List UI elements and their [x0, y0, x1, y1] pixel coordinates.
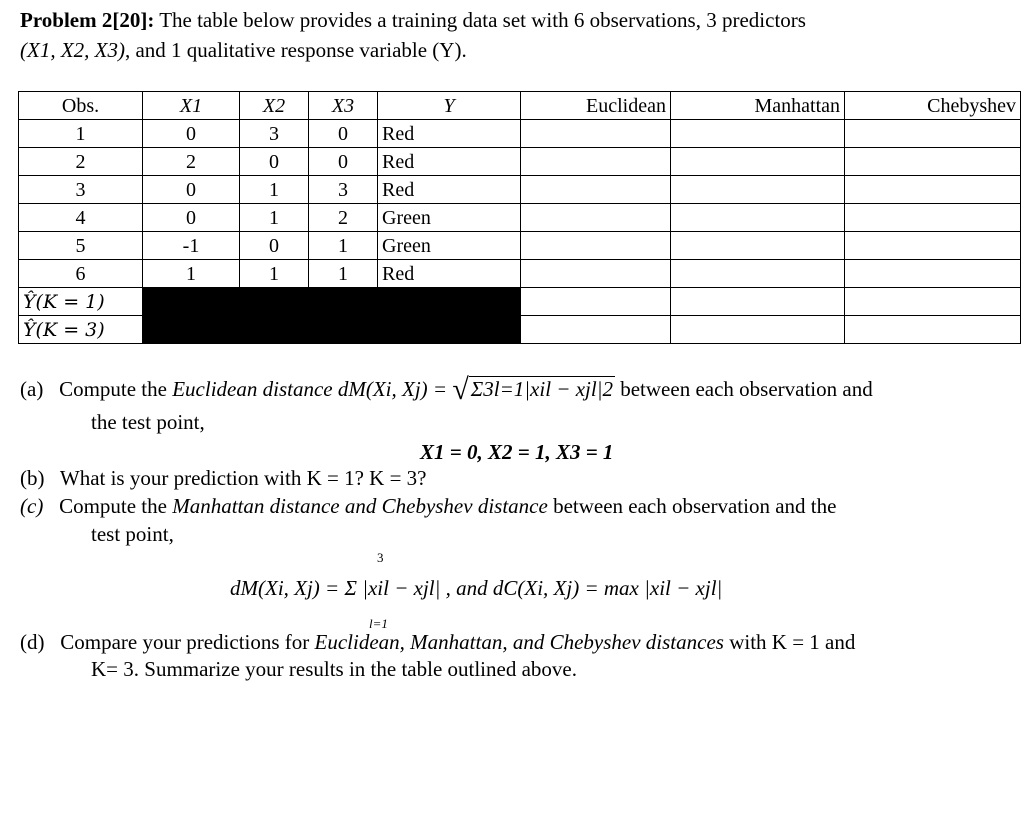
question-c-text-post: between each observation and the: [553, 494, 837, 518]
cell-y: Red: [378, 176, 521, 204]
cell-euclidean: [521, 148, 671, 176]
blacked-out-cells: [143, 316, 521, 344]
header-y: Y: [378, 92, 521, 120]
cell-x3: 1: [309, 232, 378, 260]
cell-x3: 0: [309, 120, 378, 148]
cell-chebyshev: [845, 260, 1021, 288]
header-obs: Obs.: [19, 92, 143, 120]
question-d-text-pre: Compare your predictions for: [60, 630, 310, 654]
table-row: [19, 176, 1021, 204]
cell-manhattan: [671, 120, 845, 148]
question-d-text-post: with K = 1 and: [729, 630, 856, 654]
table-row: [19, 232, 1021, 260]
cell-x1: 1: [143, 260, 240, 288]
sum-upper-limit: 3: [377, 550, 384, 565]
cell-manhattan: [671, 316, 845, 344]
question-d-line2: K= 3. Summarize your results in the table outlined above.: [91, 657, 577, 681]
question-c-italic: Manhattan distance and Chebyshev distance: [172, 494, 548, 518]
question-b-label: (b): [20, 466, 45, 490]
cell-x1: 0: [143, 176, 240, 204]
sqrt-icon: √: [452, 373, 469, 406]
question-c-text-pre: Compute the: [59, 494, 167, 518]
cell-obs: 6: [19, 260, 143, 288]
prediction-label-k3: Ŷ(K = 3): [19, 316, 143, 344]
problem-intro-line2: [20, 38, 467, 63]
question-b: [20, 466, 426, 491]
cell-y: Red: [378, 148, 521, 176]
question-d: [20, 630, 855, 655]
cell-chebyshev: [845, 316, 1021, 344]
cell-x2: 0: [240, 232, 309, 260]
header-x1: X1: [143, 92, 240, 120]
cell-obs: 3: [19, 176, 143, 204]
euclidean-formula-lhs: dM(Xi, Xj) =: [337, 377, 448, 401]
cell-manhattan: [671, 204, 845, 232]
header-x2: X2: [240, 92, 309, 120]
cell-euclidean: [521, 288, 671, 316]
cell-x1: 2: [143, 148, 240, 176]
cell-manhattan: [671, 176, 845, 204]
prediction-row-k3: [19, 316, 1021, 344]
cell-chebyshev: [845, 204, 1021, 232]
question-a: [20, 372, 873, 408]
cell-y: Red: [378, 260, 521, 288]
cell-x3: 1: [309, 260, 378, 288]
question-b-text: What is your prediction with K = 1? K = 3?: [59, 466, 427, 490]
cell-manhattan: [671, 260, 845, 288]
prediction-label-k1: Ŷ(K = 1): [19, 288, 143, 316]
problem-label: Problem 2[20]:: [20, 8, 155, 32]
cell-euclidean: [521, 176, 671, 204]
prediction-row-k1: [19, 288, 1021, 316]
blacked-out-cells: [143, 288, 521, 316]
cell-euclidean: [521, 260, 671, 288]
question-a-text-pre: Compute the: [59, 377, 167, 401]
cell-chebyshev: [845, 176, 1021, 204]
question-d-italic: Euclidean, Manhattan, and Chebyshev distances: [314, 630, 724, 654]
cell-x2: 1: [240, 204, 309, 232]
manhattan-chebyshev-formula: dM(Xi, Xj) = Σ |xil − xjl| , and dC(Xi, Xj) = max |xil − xjl|: [230, 576, 723, 600]
cell-x2: 1: [240, 176, 309, 204]
cell-y: Green: [378, 232, 521, 260]
training-data-table: [18, 91, 1021, 344]
euclidean-formula-sum: Σ3l=1|xil − xjl|2: [470, 377, 613, 401]
cell-x2: 1: [240, 260, 309, 288]
table-header-row: [19, 92, 1021, 120]
cell-x1: 0: [143, 204, 240, 232]
cell-x1: -1: [143, 232, 240, 260]
problem-intro-text: The table below provides a training data set with 6 observations, 3 predictors: [159, 8, 806, 32]
cell-x2: 0: [240, 148, 309, 176]
cell-x3: 0: [309, 148, 378, 176]
cell-chebyshev: [845, 148, 1021, 176]
cell-manhattan: [671, 232, 845, 260]
cell-chebyshev: [845, 232, 1021, 260]
cell-manhattan: [671, 288, 845, 316]
cell-manhattan: [671, 148, 845, 176]
cell-chebyshev: [845, 120, 1021, 148]
cell-y: Green: [378, 204, 521, 232]
header-manhattan: Manhattan: [671, 92, 845, 120]
cell-x1: 0: [143, 120, 240, 148]
question-a-text-post: between each observation and: [620, 377, 873, 401]
question-c: [20, 494, 836, 519]
cell-euclidean: [521, 204, 671, 232]
question-d-label: (d): [20, 630, 45, 654]
question-a-label: (a): [20, 377, 44, 401]
header-chebyshev: Chebyshev: [845, 92, 1021, 120]
test-point: X1 = 0, X2 = 1, X3 = 1: [420, 440, 614, 464]
question-a-italic: Euclidean distance: [172, 377, 333, 401]
table-row: [19, 260, 1021, 288]
cell-x2: 3: [240, 120, 309, 148]
cell-euclidean: [521, 120, 671, 148]
predictor-vars: (X1, X2, X3): [20, 38, 125, 62]
header-x3: X3: [309, 92, 378, 120]
cell-chebyshev: [845, 288, 1021, 316]
cell-euclidean: [521, 232, 671, 260]
cell-y: Red: [378, 120, 521, 148]
problem-intro-rest: , and 1 qualitative response variable (Y).: [124, 38, 467, 62]
question-c-line2: test point,: [91, 522, 174, 546]
sum-lower-limit: l=1: [369, 616, 388, 631]
cell-obs: 2: [19, 148, 143, 176]
question-a-line2: the test point,: [91, 410, 205, 434]
header-euclidean: Euclidean: [521, 92, 671, 120]
cell-obs: 5: [19, 232, 143, 260]
cell-x3: 3: [309, 176, 378, 204]
cell-euclidean: [521, 316, 671, 344]
cell-obs: 1: [19, 120, 143, 148]
table-row: [19, 204, 1021, 232]
table-row: [19, 148, 1021, 176]
problem-intro-line1: [20, 8, 806, 33]
question-c-label: (c): [20, 494, 44, 518]
table-row: [19, 120, 1021, 148]
cell-x3: 2: [309, 204, 378, 232]
cell-obs: 4: [19, 204, 143, 232]
